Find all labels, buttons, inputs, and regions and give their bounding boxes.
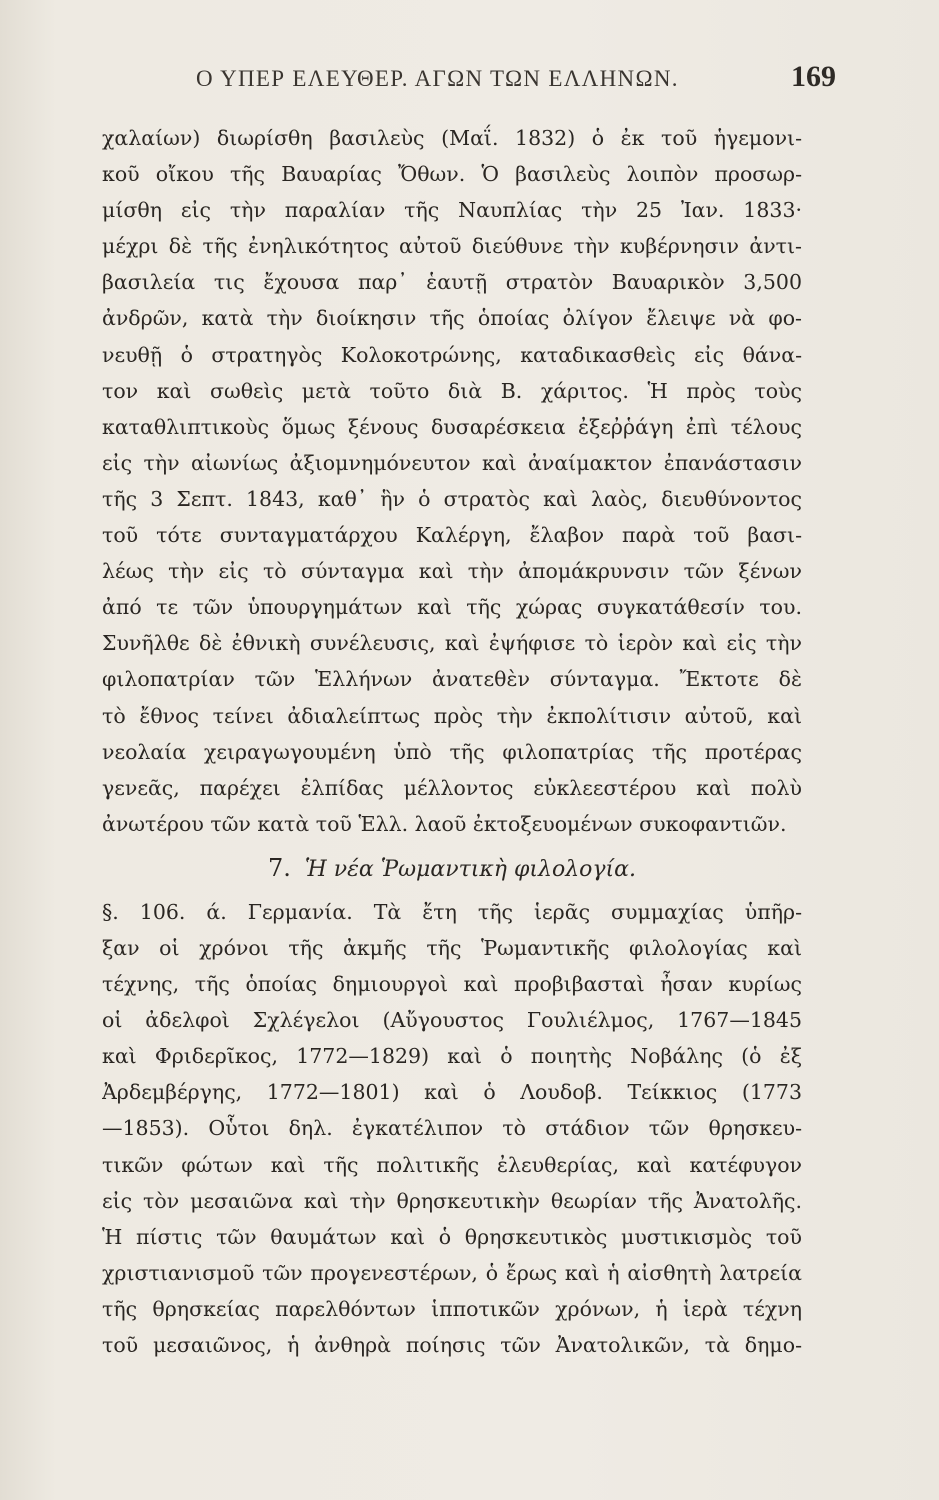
text-line: τον καὶ σωθεὶς μετὰ τοῦτο διὰ Β. χάριτος. Ἡ πρὸς τοὺς: [102, 378, 802, 403]
text-line: Ἡ πίστις τῶν θαυμάτων καὶ ὁ θρησκευτικὸς μυστικισμὸς τοῦ: [102, 1224, 802, 1249]
paragraph-2: [102, 894, 802, 1363]
text-line: τὸ ἔθνος τείνει ἀδιαλείπτως πρὸς τὴν ἐκπολίτισιν αὐτοῦ, καὶ: [102, 703, 802, 728]
section-heading: [102, 842, 802, 894]
text-line: τέχνης, τῆς ὁποίας δημιουργοὶ καὶ προβιβασταὶ ἦσαν κυρίως: [102, 972, 802, 997]
text-line: νεολαία χειραγωγουμένη ὑπὸ τῆς φιλοπατρίας τῆς προτέρας: [102, 739, 802, 764]
section-number: 7.: [267, 853, 291, 882]
text-line: ξαν οἱ χρόνοι τῆς ἀκμῆς τῆς Ῥωμαντικῆς φιλολογίας καὶ: [102, 935, 802, 960]
text-line: ἀπό τε τῶν ὑπουργημάτων καὶ τῆς χώρας συγκατάθεσίν του.: [102, 595, 802, 620]
text-line: τικῶν φώτων καὶ τῆς πολιτικῆς ἐλευθερίας, καὶ κατέφυγον: [102, 1152, 802, 1177]
text-line: γενεᾶς, παρέχει ἐλπίδας μέλλοντος εὐκλεεστέρου καὶ πολὺ: [102, 775, 802, 800]
body-text: [102, 120, 802, 1363]
text-line: μίσθη εἰς τὴν παραλίαν τῆς Ναυπλίας τὴν 25 Ἰαν. 1833·: [102, 198, 802, 223]
text-line: Ἀρδεμβέργης, 1772—1801) καὶ ὁ Λουδοβ. Τείκκιος (1773: [102, 1080, 802, 1105]
text-line: φιλοπατρίαν τῶν Ἑλλήνων ἀνατεθὲν σύνταγμα. Ἔκτοτε δὲ: [102, 667, 802, 692]
page-number: 169: [791, 60, 836, 93]
text-line: χριστιανισμοῦ τῶν προγενεστέρων, ὁ ἔρως καὶ ἡ αἰσθητὴ λατρεία: [102, 1260, 802, 1285]
running-header: [196, 60, 836, 100]
text-line: κοῦ οἴκου τῆς Βαυαρίας Ὄθων. Ὁ βασιλεὺς λοιπὸν προσωρ-: [102, 162, 802, 187]
text-line: ἀνωτέρου τῶν κατὰ τοῦ Ἑλλ. λαοῦ ἐκτοξευομένων συκοφαντιῶν.: [102, 811, 787, 836]
text-line: τοῦ τότε συνταγματάρχου Καλέργη, ἔλαβον παρὰ τοῦ βασι-: [102, 523, 802, 548]
text-line: τῆς 3 Σεπτ. 1843, καθ᾽ ἣν ὁ στρατὸς καὶ λαὸς, διευθύνοντος: [102, 486, 802, 511]
text-line: καὶ Φριδερῖκος, 1772—1829) καὶ ὁ ποιητὴς Νοβάλης (ὁ ἐξ: [102, 1044, 802, 1069]
text-line: χαλαίων) διωρίσθη βασιλεὺς (Μαΐ. 1832) ὁ ἐκ τοῦ ἡγεμονι-: [102, 126, 802, 150]
text-line: Συνῆλθε δὲ ἐθνικὴ συνέλευσις, καὶ ἐψήφισε τὸ ἱερὸν καὶ εἰς τὴν: [102, 631, 802, 656]
paragraph-1: [102, 120, 802, 842]
text-line: τῆς θρησκείας παρελθόντων ἱπποτικῶν χρόνων, ἡ ἱερὰ τέχνη: [102, 1296, 802, 1321]
text-line: οἱ ἀδελφοὶ Σχλέγελοι (Αὔγουστος Γουλιέλμος, 1767—1845: [102, 1008, 802, 1033]
text-line: ἀνδρῶν, κατὰ τὴν διοίκησιν τῆς ὁποίας ὀλίγον ἔλειψε νὰ φο-: [102, 306, 802, 331]
running-title: Ο ΥΠΕΡ ΕΛΕΥΘΕΡ. ΑΓΩΝ ΤΩΝ ΕΛΛΗΝΩΝ.: [196, 66, 679, 91]
text-line: εἰς τὴν αἰωνίως ἀξιομνημόνευτον καὶ ἀναίμακτον ἐπανάστασιν: [102, 450, 802, 475]
text-line: §. 106. ά. Γερμανία. Τὰ ἔτη τῆς ἱερᾶς συμμαχίας ὑπῆρ-: [102, 899, 802, 924]
text-line: εἰς τὸν μεσαιῶνα καὶ τὴν θρησκευτικὴν θεωρίαν τῆς Ἀνατολῆς.: [102, 1188, 802, 1213]
text-line: τοῦ μεσαιῶνος, ἡ ἀνθηρὰ ποίησις τῶν Ἀνατολικῶν, τὰ δημο-: [102, 1333, 802, 1357]
text-line: καταθλιπτικοὺς ὅμως ξένους δυσαρέσκεια ἐξεῤῥάγη ἐπὶ τέλους: [102, 414, 802, 439]
text-line: μέχρι δὲ τῆς ἐνηλικότητος αὐτοῦ διεύθυνε τὴν κυβέρνησιν ἀντι-: [102, 234, 802, 259]
text-line: —1853). Οὗτοι δηλ. ἐγκατέλιπον τὸ στάδιον τῶν θρησκευ-: [102, 1116, 802, 1141]
text-line: λέως τὴν εἰς τὸ σύνταγμα καὶ τὴν ἀπομάκρυνσιν τῶν ξένων: [102, 559, 802, 584]
section-title: Ἡ νέα Ῥωμαντικὴ φιλολογία.: [304, 856, 637, 882]
text-line: βασιλεία τις ἔχουσα παρ᾽ ἑαυτῇ στρατὸν Βαυαρικὸν 3,500: [102, 270, 802, 295]
text-line: νευθῇ ὁ στρατηγὸς Κολοκοτρώνης, καταδικασθεὶς εἰς θάνα-: [102, 342, 802, 367]
